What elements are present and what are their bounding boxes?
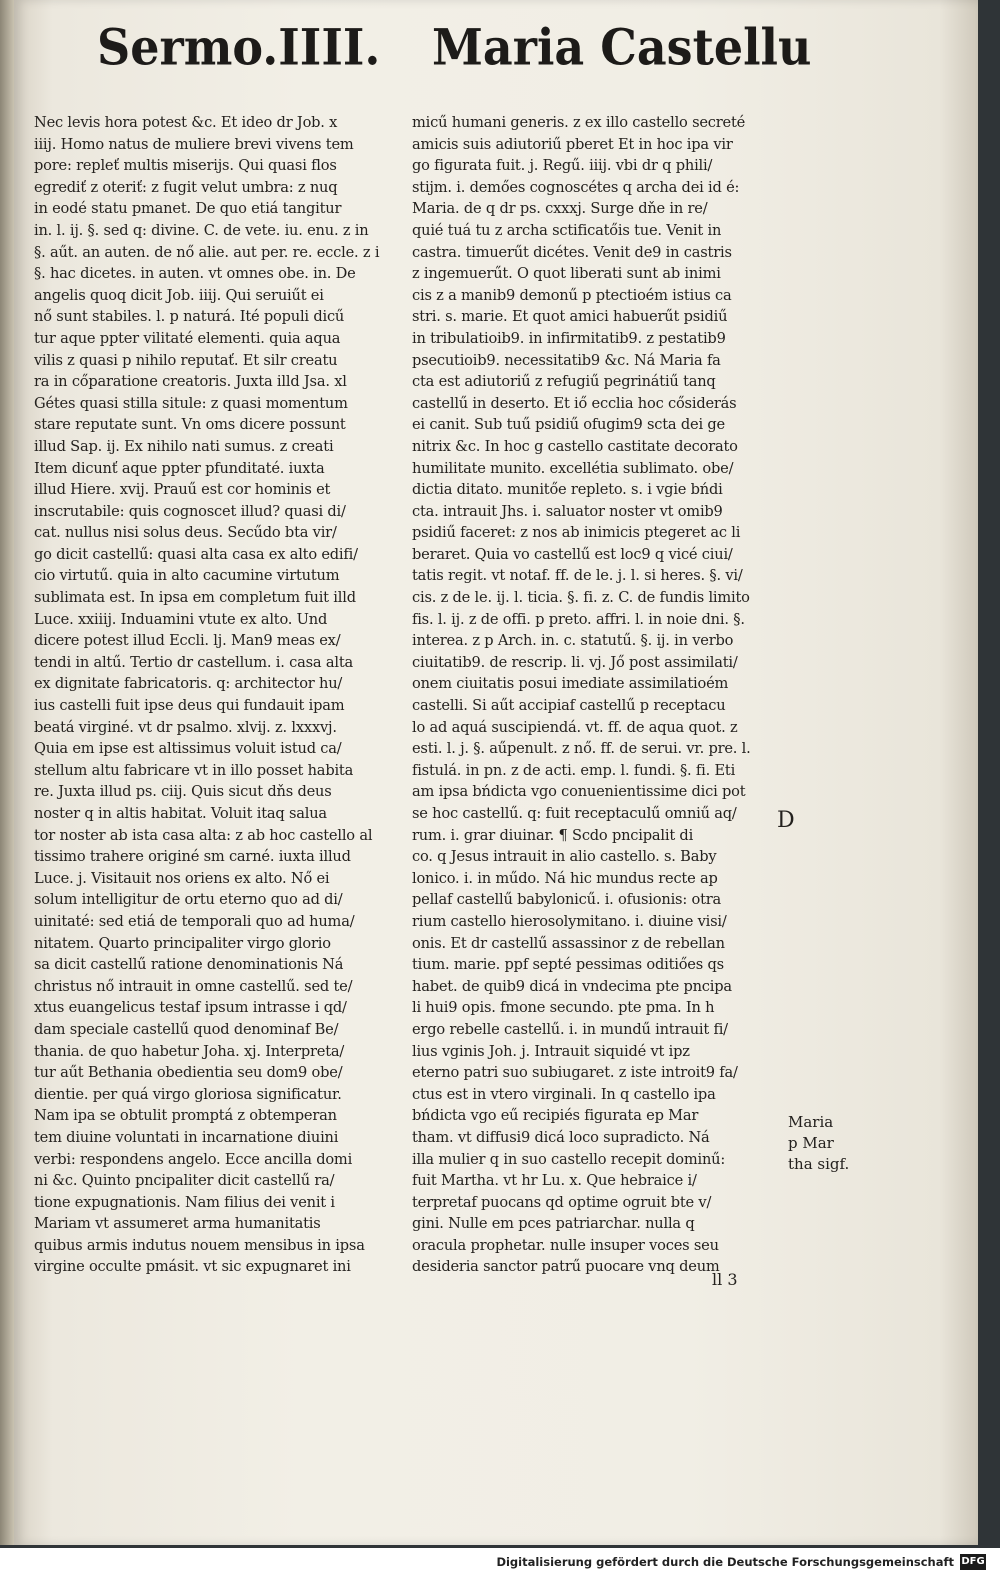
funding-notice: Digitalisierung gefördert durch die Deutsche Forschungsgemeinschaft	[496, 1555, 954, 1569]
text-line: xtus euangelicus testaf ipsum intrasse i qd/	[34, 999, 347, 1017]
text-line: beraret. Quia vo castellű est loc9 q vicé ciui/	[412, 545, 733, 563]
text-line: castra. timuerűt dicétes. Venit de9 in castris	[412, 243, 732, 261]
text-line: Nec levis hora potest &c. Et ideo dr Job. x	[34, 114, 338, 131]
text-line: habet. de quib9 dicá in vndecima pte pncipa	[412, 977, 732, 995]
text-line: uinitaté: sed etiá de temporali quo ad huma/	[34, 912, 355, 930]
text-line: tem diuine voluntati in incarnatione diuini	[34, 1128, 339, 1146]
text-column-left	[34, 112, 400, 1278]
text-line: cat. nullus nisi solus deus. Secűdo bta vir/	[34, 524, 337, 542]
text-line: oracula prophetar. nulle insuper voces seu	[412, 1236, 719, 1254]
text-column-right	[412, 112, 778, 1278]
text-line: sublimata est. In ipsa em completum fuit illd	[34, 589, 356, 607]
text-line: dientie. per quá virgo gloriosa significatur.	[34, 1085, 342, 1103]
text-line: go figurata fuit. j. Regű. iiij. vbi dr q phili/	[412, 157, 713, 175]
text-line: angelis quoq dicit Job. iiij. Qui seruiűt ei	[34, 286, 324, 304]
text-line: ctus est in vtero virginali. In q castello ipa	[412, 1085, 716, 1103]
text-line: castellű in deserto. Et iő ecclia hoc cősiderás	[412, 394, 737, 412]
text-line: tor noster ab ista casa alta: z ab hoc castello al	[34, 826, 373, 844]
text-line: quibus armis indutus nouem mensibus in ipsa	[34, 1236, 365, 1254]
text-line: Gétes quasi stilla situle: z quasi momentum	[34, 394, 348, 412]
text-line: illud Hiere. xvij. Prauű est cor hominis et	[34, 481, 331, 499]
text-line: psecutioib9. necessitatib9 &c. Ná Maria fa	[412, 351, 721, 369]
text-line: Item dicunť aque ppter pfunditaté. iuxta	[34, 459, 325, 477]
text-line: eterno patri suo subiugaret. z iste introit9 fa/	[412, 1064, 738, 1082]
text-line: cis. z de le. ij. l. ticia. §. fi. z. C. de fundis limito	[412, 589, 750, 607]
text-line: cta est adiutoriű z refugiű pegrinátiű tanq	[412, 373, 716, 391]
text-line: in eodé statu pmanet. De quo etiá tangitur	[34, 200, 342, 218]
text-line: ex dignitate fabricatoris. q: architector hu/	[34, 675, 343, 693]
text-line: castelli. Si aűt accipiaf castellű p receptacu	[412, 697, 726, 715]
text-line: nitrix &c. In hoc g castello castitate decorato	[412, 437, 738, 455]
text-line: se hoc castellű. q: fuit receptaculű omniű aq/	[412, 805, 737, 822]
margin-note-line: Maria	[788, 1113, 834, 1131]
text-line: pellaf castellű babylonicű. i. ofusionis: otra	[412, 891, 722, 909]
text-line: solum intelligitur de ortu eterno quo ad di/	[34, 891, 343, 909]
text-line: lo ad aquá suscipiendá. vt. ff. de aqua quot. z	[412, 718, 738, 736]
text-line: dam speciale castellű quod denominaf Be/	[34, 1020, 339, 1038]
text-line: pore: repleť multis miserijs. Qui quasi flos	[34, 157, 337, 175]
text-line: tur aűt Bethania obedientia seu dom9 obe/	[34, 1064, 343, 1082]
text-line: thania. de quo habetur Joha. xj. Interpreta/	[34, 1042, 345, 1060]
text-line: verbi: respondens angelo. Ecce ancilla domi	[34, 1150, 353, 1168]
running-head-right: Maria Castellu	[432, 17, 812, 77]
signature-mark: ll 3	[712, 1270, 738, 1289]
text-line: in tribulatioib9. in infirmitatib9. z pestatib9	[412, 329, 726, 347]
text-line: cis z a manib9 demonű p ptectioém istius ca	[412, 286, 732, 304]
text-line: terpretaf puocans qd optime ogruit bte v/	[412, 1193, 712, 1211]
text-line: bńdicta vgo eű recipiés figurata ep Mar	[412, 1107, 699, 1125]
text-line: noster q in altis habitat. Voluit itaq salua	[34, 805, 327, 822]
text-line: §. aűt. an auten. de nő alie. aut per. re. eccle. z i	[34, 243, 380, 261]
margin-note-line: p Mar	[788, 1134, 834, 1152]
text-line: am ipsa bńdicta vgo conuenientissime dici pot	[412, 783, 746, 801]
text-line: stri. s. marie. Et quot amici habuerűt psidiű	[412, 308, 728, 326]
text-line: onem ciuitatis posui imediate assimilatioém	[412, 675, 729, 693]
text-line: egrediť z oteriť: z fugit velut umbra: z nuq	[34, 178, 338, 196]
text-line: ergo rebelle castellű. i. in mundű intrauit fi/	[412, 1020, 728, 1038]
text-line: esti. l. j. §. aűpenult. z nő. ff. de serui. vr. pre. l.	[412, 740, 751, 758]
text-line: stellum altu fabricare vt in illo posset habita	[34, 761, 354, 779]
text-line: gini. Nulle em pces patriarchar. nulla q	[412, 1215, 695, 1233]
text-line: fistulá. in pn. z de acti. emp. l. fundi. §. fi. Eti	[412, 761, 736, 779]
text-line: Maria. de q dr ps. cxxxj. Surge dňe in re/	[412, 200, 708, 218]
text-line: lonico. i. in műdo. Ná hic mundus recte ap	[412, 869, 718, 887]
text-line: christus nő intrauit in omne castellű. sed te/	[34, 977, 353, 995]
text-line: interea. z p Arch. in. c. statutű. §. ij. in verbo	[412, 632, 734, 650]
text-line: tissimo trahere originé sm carné. iuxta illud	[34, 848, 351, 866]
text-line: go dicit castellű: quasi alta casa ex alto edifi/	[34, 545, 358, 563]
text-line: Nam ipa se obtulit promptá z obtemperan	[34, 1107, 337, 1125]
text-line: sa dicit castellű ratione denominationis Ná	[34, 956, 344, 974]
text-line: quié tuá tu z archa sctificatőis tue. Venit in	[412, 221, 722, 239]
text-line: nő sunt stabiles. l. p naturá. Ité populi dicű	[34, 308, 345, 326]
digitization-footer	[0, 1548, 1000, 1581]
text-line: fuit Martha. vt hr Lu. x. Que hebraice i/	[412, 1172, 697, 1190]
text-line: in. l. ij. §. sed q: divine. C. de vete. iu. enu. z in	[34, 221, 369, 239]
text-line: vilis z quasi p nihilo reputať. Et silr creatu	[34, 351, 338, 369]
text-line: cta. intrauit Jhs. i. saluator noster vt omib9	[412, 502, 723, 520]
text-line: rum. i. grar diuinar. ¶ Scdo pncipalit di	[412, 826, 694, 844]
text-line: ni &c. Quinto pncipaliter dicit castellű ra/	[34, 1172, 335, 1190]
text-line: dictia ditato. munitőe repleto. s. i vgie bńdi	[412, 481, 723, 499]
text-line: Luce. xxiiij. Induamini vtute ex alto. Und	[34, 610, 328, 628]
text-line: nitatem. Quarto principaliter virgo glorio	[34, 934, 331, 952]
text-line: re. Juxta illud ps. ciij. Quis sicut dňs deus	[34, 783, 332, 801]
text-line: illud Sap. ij. Ex nihilo nati sumus. z creati	[34, 437, 334, 455]
text-line: Mariam vt assumeret arma humanitatis	[34, 1215, 321, 1233]
text-line: stijm. i. demőes cognoscétes q archa dei id é:	[412, 178, 740, 196]
text-line: onis. Et dr castellű assassinor z de rebellan	[412, 934, 725, 952]
margin-note-line: tha sigf.	[788, 1155, 850, 1173]
text-line: co. q Jesus intrauit in alio castello. s. Baby	[412, 848, 717, 866]
text-line: tione expugnationis. Nam filius dei venit i	[34, 1193, 335, 1211]
text-line: desideria sanctor patrű puocare vnq deum	[412, 1258, 720, 1276]
text-line: cio virtutű. quia in alto cacumine virtutum	[34, 567, 340, 585]
text-line: amicis suis adiutoriű pberet Et in hoc ipa vir	[412, 135, 733, 153]
text-line: ius castelli fuit ipse deus qui fundauit ipam	[34, 697, 345, 715]
text-line: Quia em ipse est altissimus voluit istud ca/	[34, 740, 342, 758]
text-line: tendi in altű. Tertio dr castellum. i. casa alta	[34, 653, 353, 671]
text-line: Luce. j. Visitauit nos oriens ex alto. Nő ei	[34, 869, 330, 887]
text-line: §. hac dicetes. in auten. vt omnes obe. in. De	[34, 265, 356, 283]
text-line: ei canit. Sub tuű psidiű ofugim9 scta dei ge	[412, 416, 725, 434]
text-line: tium. marie. ppf septé pessimas oditiőes qs	[412, 956, 724, 974]
dfg-logo: DFG	[960, 1554, 986, 1570]
text-line: fis. l. ij. z de offi. p preto. affri. l. in noie dni. §.	[412, 610, 745, 628]
text-line: z ingemuerűt. O quot liberati sunt ab inimi	[412, 265, 721, 283]
text-line: inscrutabile: quis cognoscet illud? quasi di/	[34, 502, 346, 520]
marginal-letter: D	[777, 808, 795, 833]
text-line: tham. vt diffusi9 dicá loco supradicto. Ná	[412, 1128, 710, 1146]
book-gutter	[0, 0, 14, 1545]
text-line: tur aque ppter vilitaté elementi. quia aqua	[34, 329, 341, 347]
text-line: tatis regit. vt notaf. ff. de le. j. l. si heres. §. vi/	[412, 567, 743, 585]
text-line: lius vginis Joh. j. Intrauit siquidé vt ipz	[412, 1042, 690, 1060]
text-line: li hui9 opis. fmone secundo. pte pma. In h	[412, 999, 715, 1017]
text-line: ra in cőparatione creatoris. Juxta illd Jsa. xl	[34, 373, 347, 391]
text-line: micű humani generis. z ex illo castello secreté	[412, 114, 746, 131]
text-line: stare reputate sunt. Vn oms dicere possunt	[34, 416, 346, 434]
text-line: humilitate munito. excellétia sublimato. obe/	[412, 459, 734, 477]
marginal-note	[788, 1112, 868, 1175]
text-line: beatá virginé. vt dr psalmo. xlvij. z. lxxxvj.	[34, 718, 337, 736]
text-line: ciuitatib9. de rescrip. li. vj. Jő post assimilati/	[412, 653, 738, 671]
text-line: illa mulier q in suo castello recepit dominű:	[412, 1150, 726, 1168]
text-line: rium castello hierosolymitano. i. diuine visi/	[412, 912, 727, 930]
text-line: dicere potest illud Eccli. lj. Man9 meas ex/	[34, 632, 341, 650]
text-line: iiij. Homo natus de muliere brevi vivens tem	[34, 135, 354, 153]
text-line: psidiű faceret: z nos ab inimicis ptegeret ac li	[412, 524, 741, 542]
running-head-left: Sermo.IIII.	[97, 17, 381, 77]
text-line: virgine occulte pmásit. vt sic expugnaret ini	[34, 1258, 351, 1276]
